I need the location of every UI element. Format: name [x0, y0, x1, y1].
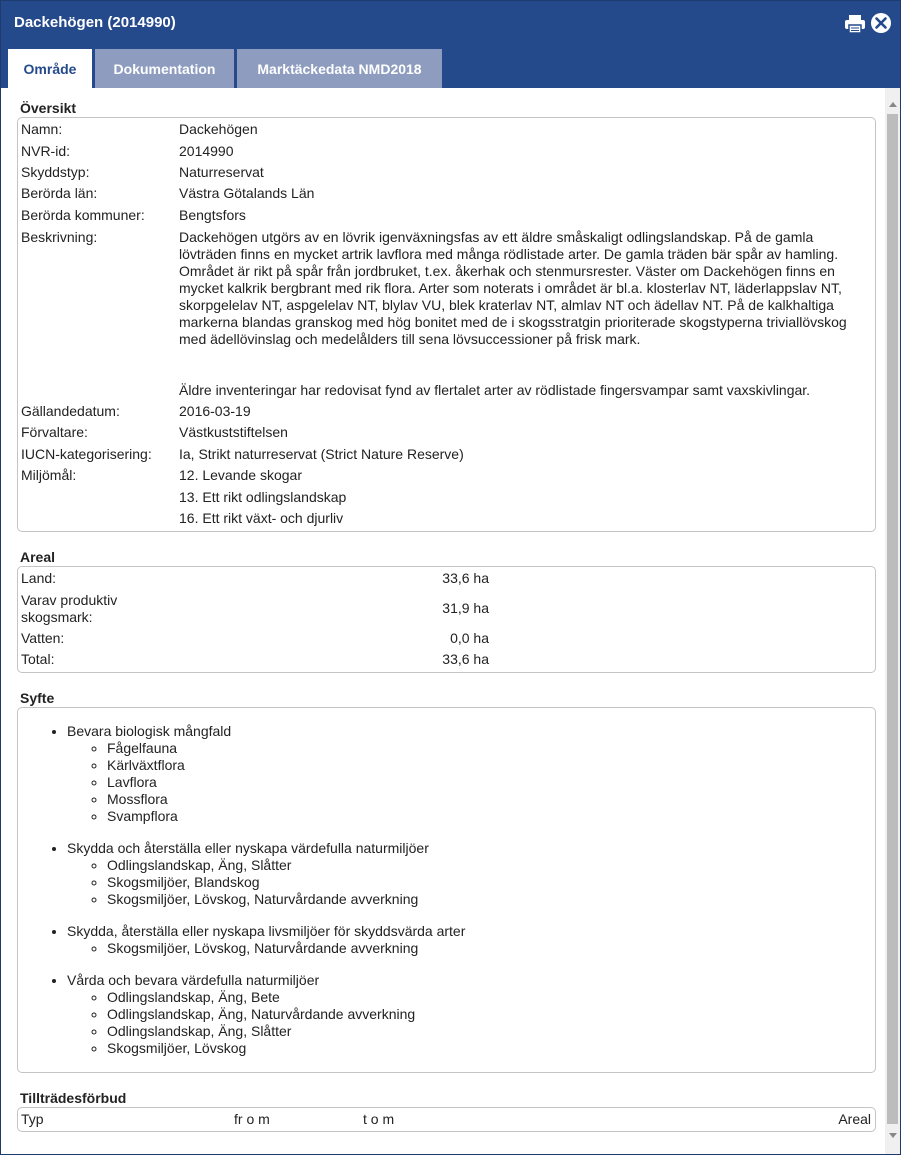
value-namn: Dackehögen — [179, 121, 258, 137]
syfte-item: ◦ Skogsmiljöer, Blandskog — [107, 874, 465, 891]
value-beskrivning-p1: Dackehögen utgörs av en lövrik igenväxningsfas av ett äldre småskaligt odlingslandskap. På de gamla lövträden finns en mycket artrik lavflora med många rödlistade arter. De gamla träden bär spår av hamling. Området är rikt på spår från jordbruket, t.ex. åkerhak och stenmursrester. Väster om Dackehögen finns en mycket kalkrik bergbrant med rik flora. Arter som noterats i området är bl.a. klosterlav NT, läderlappslav NT, skorpgelelav NT, aspgelelav NT, blylav VU, blek kraterlav NT, almlav NT och ädellav NT. På de kalkhaltiga markerna blandas granskog med hög bonitet med de i skogsstratgin prioriterade skogstyperna triviallövskog med ädellövinslag och medelålders till sena lövsuccessioner på frisk mark. — [179, 229, 847, 347]
label-forvaltare: Förvaltare: — [21, 424, 88, 440]
value-miljomal-2: 13. Ett rikt odlingslandskap — [179, 489, 347, 505]
syfte-item: ◦ Kärlväxtflora — [107, 757, 465, 774]
value-gallande: 2016-03-19 — [179, 403, 251, 419]
value-miljomal-1: 12. Levande skogar — [179, 467, 302, 483]
section-title-syfte: Syfte — [20, 690, 55, 706]
syfte-item: ◦ Svampflora — [107, 808, 465, 825]
tab-marktackedata[interactable]: Marktäckedata NMD2018 — [237, 49, 442, 88]
syfte-group — [67, 840, 465, 908]
tilltrade-box — [17, 1107, 876, 1132]
areal-value-total: 33,6 ha — [442, 651, 489, 667]
syfte-item: ◦ Skogsmiljöer, Lövskog, Naturvårdande avverkning — [107, 940, 465, 957]
areal-label-vatten: Vatten: — [21, 630, 65, 646]
syfte-item: ◦ Fågelfauna — [107, 740, 465, 757]
tilltrade-header-tom: t o m — [363, 1111, 395, 1127]
tab-dokumentation[interactable]: Dokumentation — [95, 49, 234, 88]
syfte-item: ◦ Mossflora — [107, 791, 465, 808]
syfte-item: ◦ Skogsmiljöer, Lövskog, Naturvårdande avverkning — [107, 891, 465, 908]
tab-content — [1, 88, 900, 1154]
value-forvaltare: Västkuststiftelsen — [179, 424, 288, 440]
syfte-group — [67, 923, 465, 957]
value-miljomal-3: 16. Ett rikt växt- och djurliv — [179, 510, 344, 526]
close-icon[interactable] — [870, 12, 892, 34]
value-beskrivning-p2: Äldre inventeringar har redovisat fynd av flertalet arter av rödlistade fingersvampar samt vaxskivlingar. — [179, 382, 811, 398]
syfte-group — [67, 723, 465, 825]
label-namn: Namn: — [21, 121, 63, 137]
syfte-group-name: Skydda och återställa eller nyskapa värdefulla naturmiljöer — [67, 840, 429, 856]
syfte-group — [67, 972, 465, 1057]
label-nvr: NVR-id: — [21, 143, 71, 159]
syfte-item: ◦ Skogsmiljöer, Lövskog — [107, 1040, 465, 1057]
areal-value-land: 33,6 ha — [442, 570, 489, 586]
value-lan: Västra Götalands Län — [179, 185, 315, 201]
window-title: Dackehögen (2014990) — [14, 14, 176, 31]
value-skyddstyp: Naturreservat — [179, 164, 264, 180]
label-miljomal: Miljömål: — [21, 467, 77, 483]
areal-value-vatten: 0,0 ha — [450, 630, 489, 646]
areal-label-land: Land: — [21, 570, 57, 586]
value-nvr: 2014990 — [179, 143, 234, 159]
areal-label-produktiv-2: skogsmark: — [21, 609, 93, 625]
syfte-group-name: Skydda, återställa eller nyskapa livsmiljöer för skyddsvärda arter — [67, 923, 466, 939]
tab-bar — [1, 47, 900, 88]
label-lan: Berörda län: — [21, 185, 98, 201]
print-icon[interactable] — [844, 14, 866, 34]
label-skyddstyp: Skyddstyp: — [21, 164, 90, 180]
scroll-down-arrow-icon[interactable] — [889, 1133, 897, 1138]
syfte-group-name: Bevara biologisk mångfald — [67, 723, 232, 739]
syfte-item: ◦ Odlingslandskap, Äng, Slåtter — [107, 1023, 465, 1040]
tilltrade-header-from: fr o m — [234, 1111, 270, 1127]
areal-label-total: Total: — [21, 651, 55, 667]
label-iucn: IUCN-kategorisering: — [21, 446, 152, 462]
section-title-areal: Areal — [20, 549, 56, 565]
scroll-up-arrow-icon[interactable] — [889, 102, 897, 107]
syfte-item: ◦ Lavflora — [107, 774, 465, 791]
value-kommuner: Bengtsfors — [179, 207, 246, 223]
syfte-item: ◦ Odlingslandskap, Äng, Naturvårdande avverkning — [107, 1006, 465, 1023]
section-title-tilltrade: Tillträdesförbud — [20, 1090, 127, 1106]
syfte-item: ◦ Odlingslandskap, Äng, Slåtter — [107, 857, 465, 874]
scrollbar-thumb[interactable] — [887, 114, 898, 1124]
syfte-item: ◦ Odlingslandskap, Äng, Bete — [107, 989, 465, 1006]
label-beskrivning: Beskrivning: — [21, 229, 98, 245]
syfte-list — [37, 723, 465, 1072]
value-iucn: Ia, Strikt naturreservat (Strict Nature Reserve) — [179, 446, 464, 462]
tilltrade-header-areal: Areal — [838, 1111, 871, 1127]
title-bar — [1, 1, 900, 47]
areal-label-produktiv: Varav produktiv — [21, 592, 118, 608]
syfte-group-name: Vårda och bevara värdefulla naturmiljöer — [67, 972, 320, 988]
tilltrade-header-typ: Typ — [21, 1111, 44, 1127]
tab-omrade[interactable]: Område — [8, 49, 92, 88]
section-title-oversikt: Översikt — [20, 100, 77, 116]
areal-value-produktiv: 31,9 ha — [442, 600, 489, 616]
label-gallande: Gällandedatum: — [21, 403, 120, 419]
label-kommuner: Berörda kommuner: — [21, 207, 145, 223]
